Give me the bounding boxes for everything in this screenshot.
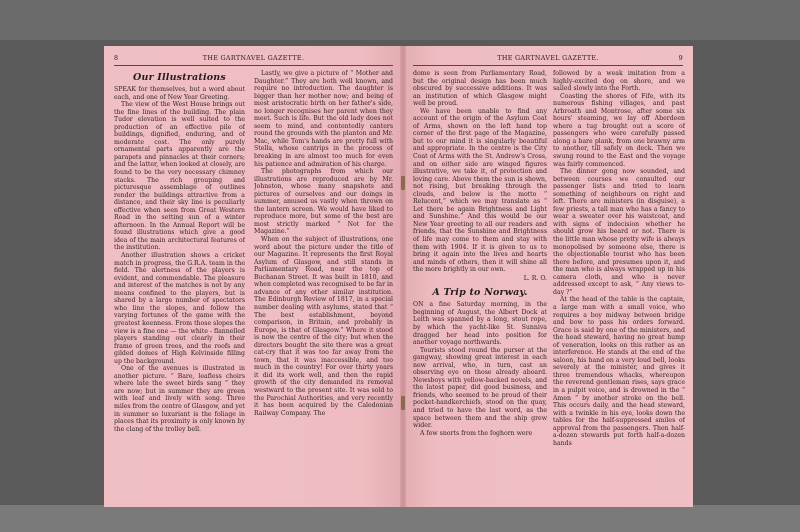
norway-heading: A Trip to Norway. (432, 287, 528, 299)
background-top (0, 0, 800, 40)
background-bottom (0, 505, 800, 532)
paragraph: Coasting the shores of Fife, with its numerous fishing villages, and past Arbroath and Montrose, after some six hours' steaming, we lay off Aberdeen where a tug brought out a score of passengers who were carefully passed along a bare plank, from one brawny arm to another, till safely on deck. Then we swung round to the East and the voyage was fairly commenced. (553, 92, 685, 168)
right-page-number: 9 (678, 54, 683, 62)
left-column-2 (254, 70, 393, 500)
right-column-1 (413, 70, 547, 500)
paragraph: followed by a weak imitation from a highly-excited dog on shore, and we sailed slowly into the Forth. (553, 70, 685, 93)
paragraph: SPEAK for themselves, but a word about each, and one of New Year Greeting. (114, 86, 245, 101)
paragraph: Tourists stood round the purser at the gangway, showing great interest in each new arrival, who, in turn, cast an observing eye on those already aboard. Newsboys with yellow-backed novels, and the latest paper, did good business, and friends, who seemed to be proud of their pocket-handkerchiefs, stood on the quay, and tried to have the last word, as the space between them and the ship grew wider. (413, 346, 547, 430)
right-running-title: THE GARTNAVEL GAZETTE. (497, 54, 599, 62)
staple-bottom (401, 396, 405, 410)
paragraph: Lastly, we give a picture of “ Mother and Daughter.” They are both well known, and require no introduction. The daughter is bigger than her mother now; and being of most aristocratic birth on her father's side, no longer recognises her parent when they meet. Such is life. But the old lady does not seem to mind, and contentedly canters round the grounds with the planton and Mr. Mac, while Tom's hands are pretty full with Stella, whose cantrips in the process of breaking in are almost too much for even his patience and admiration of his charge. (254, 70, 393, 168)
paragraph: The photographs from which our illustrations are reproduced are by Mr. Johnston, whose many snapshots and pictures of ourselves and our doings in summer, amused us vastly when thrown on the lantern screen. We would have liked to reproduce more, but some of the best are most strictly marked “ Not for the Magazine.” (254, 168, 393, 236)
paragraph: Another illustration shows a cricket match in progress, the G.R.A. team in the field. The alertness of the players is evident, and commendable. The pleasure and interest of the matches is not by any means confined to the players, but is shared by a large number of spectators who line the slopes, and follow the varying fortunes of the game with the greatest keenness. From those slopes the view is a fine one — the white - flannelled players standing out clearly in their frame of green trees, and the roofs and gilded domes of High Kelvinside filling up the background. (114, 252, 245, 365)
paragraph: At the head of the table is the captain, a large man with a small voice, who requires a boy midway between bridge and bow to pass his orders forward. Grace is said by one of the ministers, and the head steward, having no great hump of veneration, looks on this rather as an interference. He stands at the end of the saloon, his hand on a very loud bell, looks severely at the minister, and gives it three tremendous whacks, whereupon the reverend gentleman rises, says grace in a pulpit voice, and is drowned in the “ Amen ” by another stroke on the bell. This occurs daily, and the head steward, with a twinkle in his eye, looks down the tables for the half-suppressed smiles of approval from the passengers. Then half-a-dozen stewards put forth half-a-dozen hands (553, 296, 685, 447)
page-gutter (400, 46, 406, 507)
staple-top (401, 176, 405, 190)
paragraph: A few snorts from the foghorn were (420, 429, 533, 437)
paragraph: The dinner gong now sounded, and between courses we consulted our passenger lists and tried to learn something of neighbours on right and left. There are ministers (in disguise), a few priests, a tall man who has a fancy to wear a sweater over his waistcoat, and with signs of indecision whether he should grow his beard or not. There is the little man whose pretty wife is always monopolised by someone else, there is the objectionable tourist who has been there before, and presumes upon it, and the man who is always wrapped up in his camera cloth, and who is never addressed except to ask, “ Any views to-day ?” (553, 168, 685, 296)
illustrations-heading: Our Illustrations (133, 72, 226, 83)
paragraph: ON a fine Saturday morning, in the beginning of August, the Albert Dock at Leith was spanned by a long, stout rope, by which the yacht-like St. Sunniva dragged her head into position for another voyage northwards. (413, 301, 547, 347)
right-page-header (413, 54, 683, 64)
right-column-2 (553, 70, 685, 500)
paragraph: dome is seen from Parliamentary Road, but the original design has been much obscured by successive additions. It was an institution of which Glasgow might well be proud. (413, 70, 547, 108)
left-page (104, 46, 403, 507)
left-header-rule (114, 65, 393, 66)
paragraph: We have been unable to find any account of the origin of the Asylum Coat of Arms, shown on the left hand top corner of the first page of the Magazine, but to our mind it is singularly beautiful and appropriate. In the centre is the City Coat of Arms with the St. Andrew's Cross, and on either side are winged figures illustrative, we take it, of protection and loving care. Above them the sun is shown, not rising, but breaking through the clouds, and below is the motto “ Relucent,” which we may translate as “ Let there be again Brightness and Light and Sunshine.” And this would be our New Year greeting to all our readers and friends, that the Sunshine and Brightness of life may come to them and stay with them with 1904. If it is given to us to bring it again into the lives and hearts and minds of others, then it will shine all the more brightly in our own. (413, 107, 547, 274)
signature: L. R. O. (523, 274, 547, 282)
paragraph: When on the subject of illustrations, one word about the picture under the title of our Magazine. It represents the first Royal Asylum of Glasgow, and still stands in Parliamentary Road, near the top of Buchanan Street. It was built in 1810, and when completed was recognised to be far in advance of any other similar institution. The Edinburgh Review of 1817, in a special number dealing with asylums, stated that “ The best establishment, beyond comparison, in Britain, and probably in Europe, is that of Glasgow.” Where it stood is now the centre of the city; but when the directors bought the site there was a great cat-cry that it was too far away from the town, that it was inaccessible, and too much in the country! For over thirty years it did its work well, and then the rapid growth of the city demanded its removal westward to the present site. It was sold to the Parochial Authorities, and very recently it has been acquired by the Caledonian Railway Company. The (254, 236, 393, 417)
paragraph: One of the avenues is illustrated in another picture. “ Bare, leafless choirs where late the sweet birds sang ” they are now; but in summer they are green with leaf and lively with song. Three miles from the centre of Glasgow, and yet in summer so luxuriant is the foliage in places that its proximity is only known by the clang of the trolley bell. (114, 365, 245, 433)
left-running-title: THE GARTNAVEL GAZETTE. (202, 54, 305, 62)
left-column-1 (114, 70, 245, 500)
paragraph: The view of the West House brings out the fine lines of the building. The plain Tudor elevation is well suited to the production of an effective pile of buildings, dignified, enduring, and of moderate cost. The only purely ornamental parts apparently are the parapets and pinnacles at their corners; and the latter, when looked at closely, are found to be the very necessary chimney stacks. The rich grouping and picturesque assemblage of outlines render the buildings attractive from a distance, and their sky line is peculiarly effective when seen from Great Western Road in the setting sun of a winter afternoon. In the Annual Report will be found illustrations which give a good idea of the main architectural features of the institution. (114, 101, 245, 252)
left-page-header (114, 54, 393, 64)
right-page (403, 46, 693, 507)
right-header-rule (413, 65, 683, 66)
left-page-number: 8 (114, 54, 119, 62)
